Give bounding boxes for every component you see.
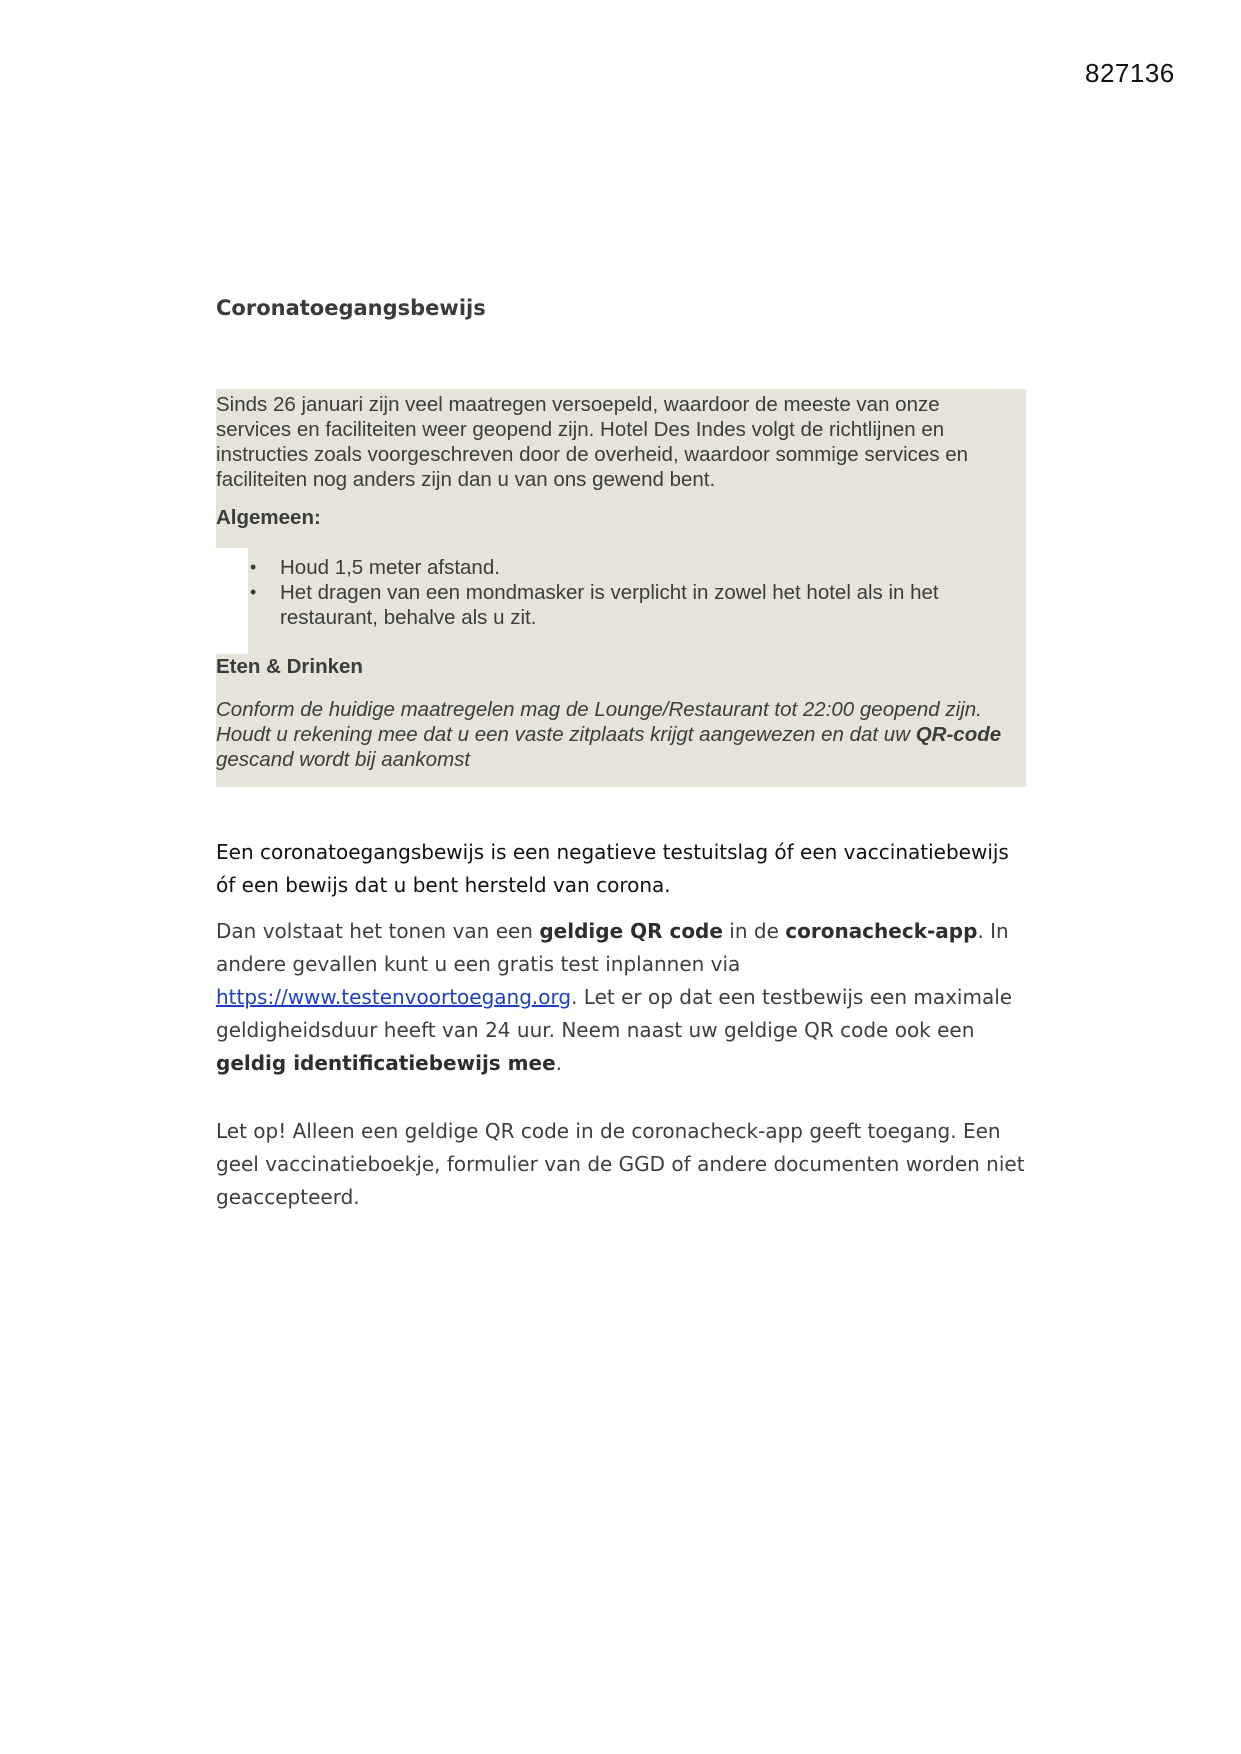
general-list (250, 555, 1010, 630)
test-link[interactable]: https://www.testenvoortoegang.org (216, 985, 572, 1009)
bold-span: geldige QR code (539, 919, 723, 943)
page-number: 827136 (1085, 58, 1175, 88)
text-span: . (555, 1051, 562, 1075)
bullet-gap (216, 548, 248, 654)
bold-span: coronacheck-app (785, 919, 978, 943)
text-span: . In andere gevallen kunt u een gratis test inplannen via (216, 919, 1009, 976)
food-heading: Eten & Drinken (216, 655, 363, 678)
qr-paragraph (216, 915, 1026, 1080)
food-text-bold: QR-code (915, 723, 1002, 746)
food-text-part: gescand wordt bij aankomst (216, 748, 471, 771)
bold-span: geldig identificatiebewijs mee (216, 1051, 556, 1075)
page-title: Coronatoegangsbewijs (216, 296, 486, 320)
definition-paragraph: Een coronatoegangsbewijs is een negatieve testuitslag óf een vaccinatiebewijs óf een bewijs dat u bent hersteld van corona. (216, 840, 1009, 897)
text-span: in de (722, 919, 786, 943)
text-span: Dan volstaat het tonen van een (216, 919, 540, 943)
food-text-part: Conform de huidige maatregelen mag de Lounge/Restaurant tot 22:00 geopend zijn. Houdt u rekening mee dat u een vaste zitplaats krijgt aangewezen en dat uw (216, 698, 982, 746)
notice-paragraph: Let op! Alleen een geldige QR code in de coronacheck-app geeft toegang. Een geel vaccinatieboekje, formulier van de GGD of andere documenten worden niet geaccepteerd. (216, 1119, 1025, 1209)
intro-text: Sinds 26 januari zijn veel maatregen versoepeld, waardoor de meeste van onze services en faciliteiten weer geopend zijn. Hotel Des Indes volgt de richtlijnen en instructies zoals voorgeschreven door de overheid, waardoor sommige services en faciliteiten nog anders zijn dan u van ons gewend bent. (216, 393, 969, 491)
text-span: . Let er op dat een testbewijs een maximale geldigheidsduur heeft van 24 uur. Neem naast uw geldige QR code ook een (216, 985, 1013, 1042)
general-heading: Algemeen: (216, 506, 321, 529)
list-item: • Houd 1,5 meter afstand. (250, 555, 1010, 580)
food-text (216, 697, 1021, 772)
list-item: • Het dragen van een mondmasker is verplicht in zowel het hotel als in het restaurant, behalve als u zit. (250, 580, 1010, 630)
